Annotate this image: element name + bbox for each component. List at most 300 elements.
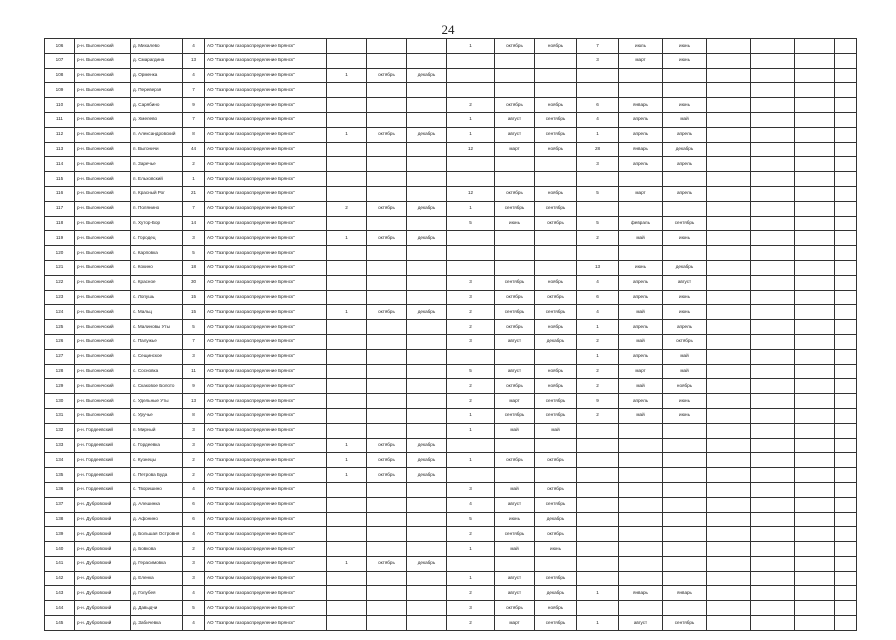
- settlement-cell: с. Городец: [131, 231, 183, 246]
- settlement-cell: с. Лопушь: [131, 290, 183, 305]
- row-number: 145: [45, 616, 75, 631]
- stage2-count: [447, 438, 495, 453]
- table-row: [45, 364, 857, 379]
- organization-cell: АО "Газпром газораспределение Брянск": [205, 423, 327, 438]
- settlement-cell: д. Переверзя: [131, 83, 183, 98]
- stage1-count: [327, 172, 367, 187]
- settlement-cell: с. Петрова Буда: [131, 468, 183, 483]
- district-cell: р-н. Выгоничский: [75, 39, 131, 54]
- stage1-count: 1: [327, 556, 367, 571]
- stage3-start: март: [619, 53, 663, 68]
- row-number: 143: [45, 586, 75, 601]
- district-cell: р-н. Дубровский: [75, 497, 131, 512]
- stage2-count: 1: [447, 571, 495, 586]
- empty-cell: [751, 334, 795, 349]
- stage1-end: [407, 320, 447, 335]
- stage1-start: [367, 172, 407, 187]
- row-number: 133: [45, 438, 75, 453]
- table-row: [45, 112, 857, 127]
- district-cell: р-н. Дубровский: [75, 616, 131, 631]
- empty-cell: [795, 83, 835, 98]
- stage2-start: май: [495, 423, 535, 438]
- empty-cell: [795, 482, 835, 497]
- settlement-cell: д. Смарагдина: [131, 53, 183, 68]
- district-cell: р-н. Гордеевский: [75, 468, 131, 483]
- stage1-count: 1: [327, 231, 367, 246]
- count-cell: 11: [183, 364, 205, 379]
- stage3-count: 1: [577, 320, 619, 335]
- empty-cell: [707, 601, 751, 616]
- stage1-end: [407, 601, 447, 616]
- stage3-start: [619, 246, 663, 261]
- empty-cell: [707, 201, 751, 216]
- stage1-start: [367, 482, 407, 497]
- stage1-count: [327, 527, 367, 542]
- stage2-end: сентябрь: [535, 112, 577, 127]
- stage1-end: [407, 172, 447, 187]
- count-cell: 21: [183, 186, 205, 201]
- stage2-end: [535, 53, 577, 68]
- settlement-cell: с. Гордеевка: [131, 438, 183, 453]
- settlement-cell: с. Карповка: [131, 246, 183, 261]
- stage2-end: ноябрь: [535, 98, 577, 113]
- empty-cell: [751, 616, 795, 631]
- row-number: 137: [45, 497, 75, 512]
- table-row: [45, 423, 857, 438]
- empty-cell: [707, 616, 751, 631]
- stage2-count: 4: [447, 497, 495, 512]
- settlement-cell: с. Сосновка: [131, 364, 183, 379]
- table-row: [45, 482, 857, 497]
- empty-cell: [707, 290, 751, 305]
- stage2-count: 3: [447, 601, 495, 616]
- district-cell: р-н. Выгоничский: [75, 68, 131, 83]
- stage3-start: [619, 438, 663, 453]
- empty-cell: [751, 527, 795, 542]
- stage2-end: [535, 438, 577, 453]
- stage3-count: [577, 542, 619, 557]
- organization-cell: АО "Газпром газораспределение Брянск": [205, 497, 327, 512]
- stage1-start: [367, 497, 407, 512]
- stage2-start: октябрь: [495, 601, 535, 616]
- district-cell: р-н. Гордеевский: [75, 482, 131, 497]
- stage2-start: август: [495, 497, 535, 512]
- stage3-end: сентябрь: [663, 616, 707, 631]
- stage2-count: [447, 349, 495, 364]
- empty-cell: [795, 246, 835, 261]
- stage3-count: 2: [577, 379, 619, 394]
- stage1-end: [407, 394, 447, 409]
- organization-cell: АО "Газпром газораспределение Брянск": [205, 216, 327, 231]
- empty-cell: [835, 83, 857, 98]
- stage1-count: [327, 423, 367, 438]
- empty-cell: [795, 423, 835, 438]
- stage3-count: 1: [577, 586, 619, 601]
- stage3-end: [663, 542, 707, 557]
- stage3-end: декабрь: [663, 260, 707, 275]
- empty-cell: [795, 231, 835, 246]
- stage3-end: сентябрь: [663, 216, 707, 231]
- stage2-count: 1: [447, 201, 495, 216]
- organization-cell: АО "Газпром газораспределение Брянск": [205, 616, 327, 631]
- stage3-start: [619, 601, 663, 616]
- organization-cell: АО "Газпром газораспределение Брянск": [205, 586, 327, 601]
- count-cell: 2: [183, 542, 205, 557]
- organization-cell: АО "Газпром газораспределение Брянск": [205, 394, 327, 409]
- stage1-count: [327, 364, 367, 379]
- row-number: 127: [45, 349, 75, 364]
- stage3-start: [619, 453, 663, 468]
- count-cell: 8: [183, 408, 205, 423]
- stage1-start: [367, 112, 407, 127]
- stage3-start: январь: [619, 98, 663, 113]
- stage1-end: [407, 616, 447, 631]
- stage2-end: ноябрь: [535, 186, 577, 201]
- stage1-count: 1: [327, 305, 367, 320]
- empty-cell: [751, 364, 795, 379]
- empty-cell: [707, 571, 751, 586]
- stage3-end: [663, 246, 707, 261]
- empty-cell: [707, 527, 751, 542]
- settlement-cell: с. Сещинское: [131, 349, 183, 364]
- empty-cell: [751, 231, 795, 246]
- stage3-count: 4: [577, 305, 619, 320]
- table-row: [45, 83, 857, 98]
- empty-cell: [751, 157, 795, 172]
- count-cell: 6: [183, 512, 205, 527]
- settlement-cell: п. Ельховский: [131, 172, 183, 187]
- empty-cell: [835, 142, 857, 157]
- stage2-start: [495, 83, 535, 98]
- empty-cell: [751, 246, 795, 261]
- table-row: [45, 127, 857, 142]
- stage2-start: [495, 349, 535, 364]
- stage2-end: октябрь: [535, 453, 577, 468]
- stage2-end: сентябрь: [535, 394, 577, 409]
- stage3-start: март: [619, 186, 663, 201]
- stage1-start: [367, 571, 407, 586]
- stage3-end: июнь: [663, 53, 707, 68]
- count-cell: 5: [183, 601, 205, 616]
- empty-cell: [835, 305, 857, 320]
- table-row: [45, 320, 857, 335]
- stage1-count: [327, 275, 367, 290]
- count-cell: 2: [183, 157, 205, 172]
- stage3-count: 1: [577, 127, 619, 142]
- stage2-end: ноябрь: [535, 320, 577, 335]
- empty-cell: [751, 98, 795, 113]
- settlement-cell: д. Давыдчи: [131, 601, 183, 616]
- stage2-end: сентябрь: [535, 571, 577, 586]
- table-row: [45, 394, 857, 409]
- stage1-end: [407, 216, 447, 231]
- empty-cell: [835, 482, 857, 497]
- district-cell: р-н. Выгоничский: [75, 172, 131, 187]
- stage2-count: [447, 83, 495, 98]
- stage2-count: 1: [447, 542, 495, 557]
- stage1-count: [327, 83, 367, 98]
- stage2-count: 2: [447, 527, 495, 542]
- organization-cell: АО "Газпром газораспределение Брянск": [205, 201, 327, 216]
- stage1-start: [367, 601, 407, 616]
- stage3-start: [619, 527, 663, 542]
- empty-cell: [795, 53, 835, 68]
- empty-cell: [835, 586, 857, 601]
- stage1-count: [327, 246, 367, 261]
- table-row: [45, 172, 857, 187]
- empty-cell: [835, 127, 857, 142]
- stage2-start: октябрь: [495, 98, 535, 113]
- empty-cell: [835, 571, 857, 586]
- organization-cell: АО "Газпром газораспределение Брянск": [205, 453, 327, 468]
- count-cell: 6: [183, 497, 205, 512]
- stage2-count: [447, 172, 495, 187]
- stage1-end: [407, 364, 447, 379]
- empty-cell: [751, 497, 795, 512]
- stage2-start: август: [495, 571, 535, 586]
- empty-cell: [707, 586, 751, 601]
- table-row: [45, 497, 857, 512]
- stage3-start: [619, 468, 663, 483]
- table-row: [45, 157, 857, 172]
- settlement-cell: с. Уручье: [131, 408, 183, 423]
- stage3-end: [663, 453, 707, 468]
- stage1-start: [367, 216, 407, 231]
- stage3-end: [663, 172, 707, 187]
- count-cell: 18: [183, 260, 205, 275]
- count-cell: 4: [183, 527, 205, 542]
- organization-cell: АО "Газпром газораспределение Брянск": [205, 231, 327, 246]
- stage2-start: октябрь: [495, 39, 535, 54]
- empty-cell: [751, 482, 795, 497]
- stage1-end: декабрь: [407, 556, 447, 571]
- row-number: 129: [45, 379, 75, 394]
- stage3-start: январь: [619, 142, 663, 157]
- stage3-count: [577, 423, 619, 438]
- stage3-count: [577, 246, 619, 261]
- stage2-end: [535, 349, 577, 364]
- table-row: [45, 556, 857, 571]
- stage3-end: июнь: [663, 305, 707, 320]
- stage3-count: 13: [577, 260, 619, 275]
- empty-cell: [751, 201, 795, 216]
- settlement-cell: д. Михалево: [131, 39, 183, 54]
- row-number: 112: [45, 127, 75, 142]
- settlement-cell: д. Алешинка: [131, 497, 183, 512]
- stage3-count: [577, 601, 619, 616]
- stage3-end: май: [663, 112, 707, 127]
- district-cell: р-н. Дубровский: [75, 527, 131, 542]
- empty-cell: [795, 320, 835, 335]
- stage3-count: [577, 172, 619, 187]
- empty-cell: [751, 216, 795, 231]
- stage2-start: сентябрь: [495, 527, 535, 542]
- empty-cell: [751, 112, 795, 127]
- stage2-count: 12: [447, 186, 495, 201]
- row-number: 110: [45, 98, 75, 113]
- settlement-cell: с. Малиновы Уты: [131, 320, 183, 335]
- settlement-cell: п. Выгоничи: [131, 142, 183, 157]
- stage3-end: май: [663, 349, 707, 364]
- stage2-end: октябрь: [535, 482, 577, 497]
- empty-cell: [795, 616, 835, 631]
- table-row: [45, 201, 857, 216]
- stage1-count: 1: [327, 127, 367, 142]
- stage2-count: [447, 231, 495, 246]
- stage1-start: октябрь: [367, 68, 407, 83]
- empty-cell: [795, 334, 835, 349]
- empty-cell: [707, 39, 751, 54]
- count-cell: 5: [183, 320, 205, 335]
- empty-cell: [707, 231, 751, 246]
- empty-cell: [835, 186, 857, 201]
- stage2-start: июнь: [495, 512, 535, 527]
- empty-cell: [795, 142, 835, 157]
- count-cell: 2: [183, 468, 205, 483]
- empty-cell: [795, 394, 835, 409]
- table-row: [45, 98, 857, 113]
- stage2-end: ноябрь: [535, 601, 577, 616]
- empty-cell: [751, 379, 795, 394]
- stage1-count: 1: [327, 453, 367, 468]
- stage1-end: декабрь: [407, 453, 447, 468]
- stage3-start: [619, 172, 663, 187]
- empty-cell: [795, 290, 835, 305]
- empty-cell: [795, 305, 835, 320]
- empty-cell: [707, 320, 751, 335]
- stage3-start: [619, 512, 663, 527]
- organization-cell: АО "Газпром газораспределение Брянск": [205, 542, 327, 557]
- stage1-start: [367, 98, 407, 113]
- organization-cell: АО "Газпром газораспределение Брянск": [205, 98, 327, 113]
- settlement-cell: с. Кокино: [131, 260, 183, 275]
- table-row: [45, 438, 857, 453]
- stage1-count: [327, 320, 367, 335]
- stage2-count: 12: [447, 142, 495, 157]
- district-cell: р-н. Гордеевский: [75, 453, 131, 468]
- empty-cell: [751, 556, 795, 571]
- count-cell: 15: [183, 305, 205, 320]
- stage2-count: 2: [447, 586, 495, 601]
- district-cell: р-н. Выгоничский: [75, 186, 131, 201]
- stage1-count: [327, 112, 367, 127]
- stage3-count: 1: [577, 349, 619, 364]
- empty-cell: [835, 290, 857, 305]
- stage3-count: [577, 482, 619, 497]
- stage3-end: [663, 201, 707, 216]
- organization-cell: АО "Газпром газораспределение Брянск": [205, 142, 327, 157]
- stage3-count: [577, 83, 619, 98]
- organization-cell: АО "Газпром газораспределение Брянск": [205, 482, 327, 497]
- district-cell: р-н. Выгоничский: [75, 142, 131, 157]
- row-number: 140: [45, 542, 75, 557]
- stage2-start: [495, 231, 535, 246]
- settlement-cell: п. Александровский: [131, 127, 183, 142]
- district-cell: р-н. Выгоничский: [75, 349, 131, 364]
- stage1-end: [407, 408, 447, 423]
- district-cell: р-н. Выгоничский: [75, 112, 131, 127]
- stage1-start: октябрь: [367, 556, 407, 571]
- stage2-count: [447, 246, 495, 261]
- empty-cell: [835, 53, 857, 68]
- stage3-count: 3: [577, 157, 619, 172]
- stage2-end: ноябрь: [535, 275, 577, 290]
- stage1-count: [327, 260, 367, 275]
- district-cell: р-н. Дубровский: [75, 571, 131, 586]
- stage1-start: [367, 39, 407, 54]
- table-row: [45, 334, 857, 349]
- empty-cell: [707, 172, 751, 187]
- table-row: [45, 601, 857, 616]
- stage2-count: [447, 157, 495, 172]
- empty-cell: [707, 305, 751, 320]
- organization-cell: АО "Газпром газораспределение Брянск": [205, 260, 327, 275]
- count-cell: 9: [183, 379, 205, 394]
- row-number: 119: [45, 231, 75, 246]
- stage2-start: сентябрь: [495, 201, 535, 216]
- empty-cell: [707, 394, 751, 409]
- stage2-start: июнь: [495, 216, 535, 231]
- stage1-end: [407, 246, 447, 261]
- empty-cell: [707, 112, 751, 127]
- stage1-end: [407, 275, 447, 290]
- count-cell: 3: [183, 571, 205, 586]
- stage2-count: 1: [447, 408, 495, 423]
- row-number: 108: [45, 68, 75, 83]
- row-number: 121: [45, 260, 75, 275]
- empty-cell: [835, 334, 857, 349]
- empty-cell: [707, 260, 751, 275]
- empty-cell: [835, 453, 857, 468]
- stage1-end: [407, 290, 447, 305]
- stage2-count: 2: [447, 394, 495, 409]
- stage1-count: [327, 349, 367, 364]
- stage3-end: июнь: [663, 39, 707, 54]
- stage1-count: [327, 408, 367, 423]
- stage3-start: май: [619, 305, 663, 320]
- stage3-start: февраль: [619, 216, 663, 231]
- empty-cell: [835, 616, 857, 631]
- stage3-end: июнь: [663, 394, 707, 409]
- stage2-count: 2: [447, 305, 495, 320]
- stage3-count: [577, 512, 619, 527]
- empty-cell: [835, 379, 857, 394]
- stage1-end: [407, 571, 447, 586]
- row-number: 107: [45, 53, 75, 68]
- stage3-start: июнь: [619, 260, 663, 275]
- empty-cell: [835, 201, 857, 216]
- empty-cell: [795, 112, 835, 127]
- empty-cell: [835, 231, 857, 246]
- stage2-end: сентябрь: [535, 201, 577, 216]
- stage2-start: [495, 157, 535, 172]
- stage2-count: [447, 468, 495, 483]
- table-row: [45, 68, 857, 83]
- row-number: 126: [45, 334, 75, 349]
- stage2-end: [535, 468, 577, 483]
- empty-cell: [835, 364, 857, 379]
- stage1-count: [327, 394, 367, 409]
- empty-cell: [751, 290, 795, 305]
- stage3-start: [619, 423, 663, 438]
- stage2-start: октябрь: [495, 379, 535, 394]
- stage2-start: [495, 53, 535, 68]
- stage2-end: сентябрь: [535, 616, 577, 631]
- empty-cell: [795, 172, 835, 187]
- stage3-count: [577, 527, 619, 542]
- stage2-start: октябрь: [495, 453, 535, 468]
- stage1-start: [367, 53, 407, 68]
